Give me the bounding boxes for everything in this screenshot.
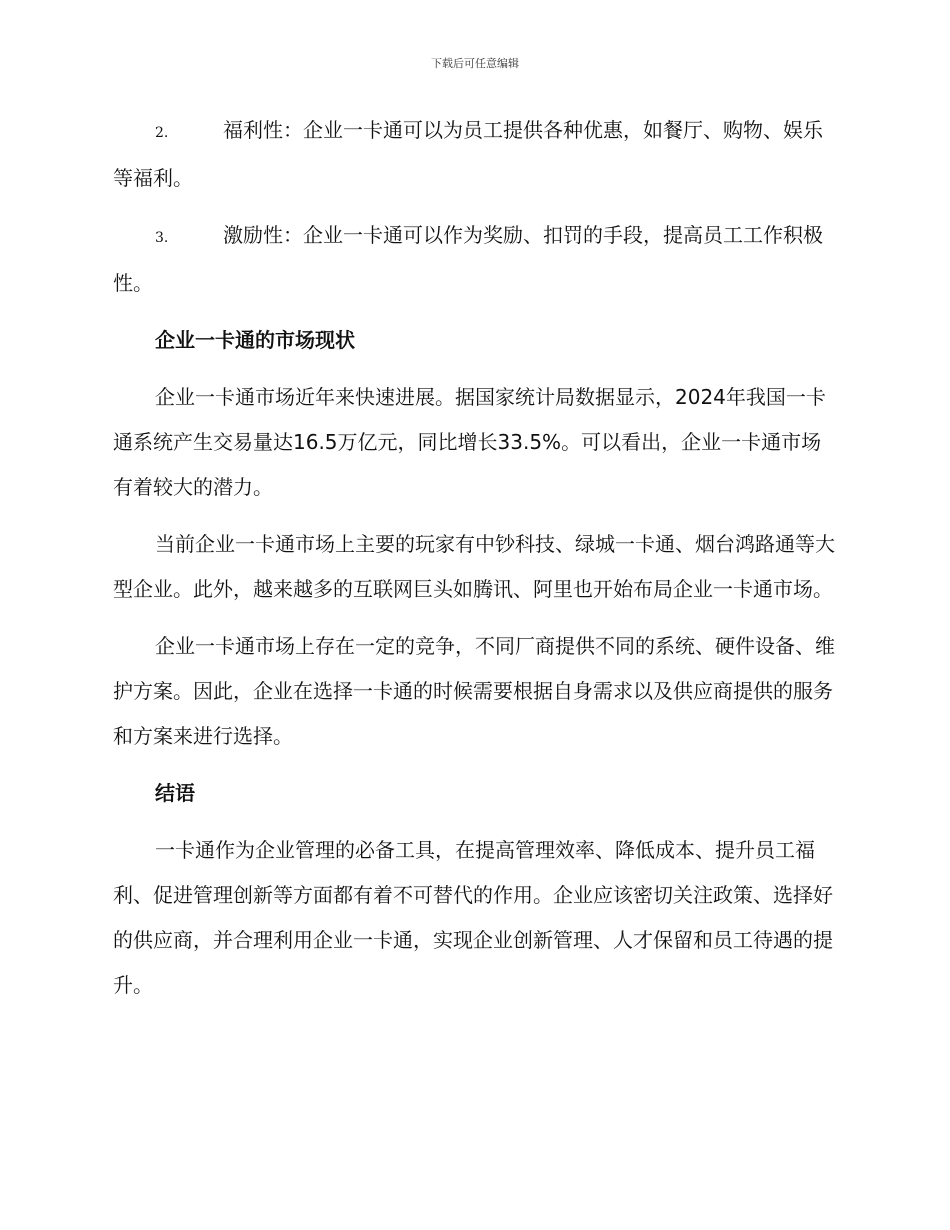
list-text: 福利性：企业一卡通可以为员工提供各种优惠，如餐厅、购物、娱乐等福利。 bbox=[113, 118, 823, 190]
list-number: 2. bbox=[155, 125, 169, 141]
page-header: 下载后可任意编辑 bbox=[431, 57, 519, 70]
document-body bbox=[113, 108, 839, 1020]
list-text: 激励性：企业一卡通可以作为奖励、扣罚的手段，提高员工工作积极性。 bbox=[113, 223, 823, 295]
section-heading: 企业一卡通的市场现状 bbox=[155, 328, 355, 352]
paragraph: 企业一卡通市场上存在一定的竞争，不同厂商提供不同的系统、硬件设备、维护方案。因此，企业在选择一卡通的时候需要根据自身需求以及供应商提供的服务和方案来进行选择。 bbox=[113, 634, 835, 748]
list-number: 3. bbox=[155, 230, 169, 246]
paragraph: 企业一卡通市场近年来快速进展。据国家统计局数据显示，2024年我国一卡通系统产生交易量达16.5万亿元，同比增长33.5%。可以看出，企业一卡通市场有着较大的潜力。 bbox=[113, 385, 826, 499]
paragraph: 一卡通作为企业管理的必备工具，在提高管理效率、降低成本、提升员工福利、促进管理创新等方面都有着不可替代的作用。企业应该密切关注政策、选择好的供应商，并合理利用企业一卡通，实现企业创新管理、人才保留和员工待遇的提升。 bbox=[113, 838, 833, 997]
list-item bbox=[113, 108, 839, 201]
list-item bbox=[113, 213, 839, 306]
paragraph: 当前企业一卡通市场上主要的玩家有中钞科技、绿城一卡通、烟台鸿路通等大型企业。此外，越来越多的互联网巨头如腾讯、阿里也开始布局企业一卡通市场。 bbox=[113, 532, 835, 601]
section-heading: 结语 bbox=[155, 781, 195, 805]
